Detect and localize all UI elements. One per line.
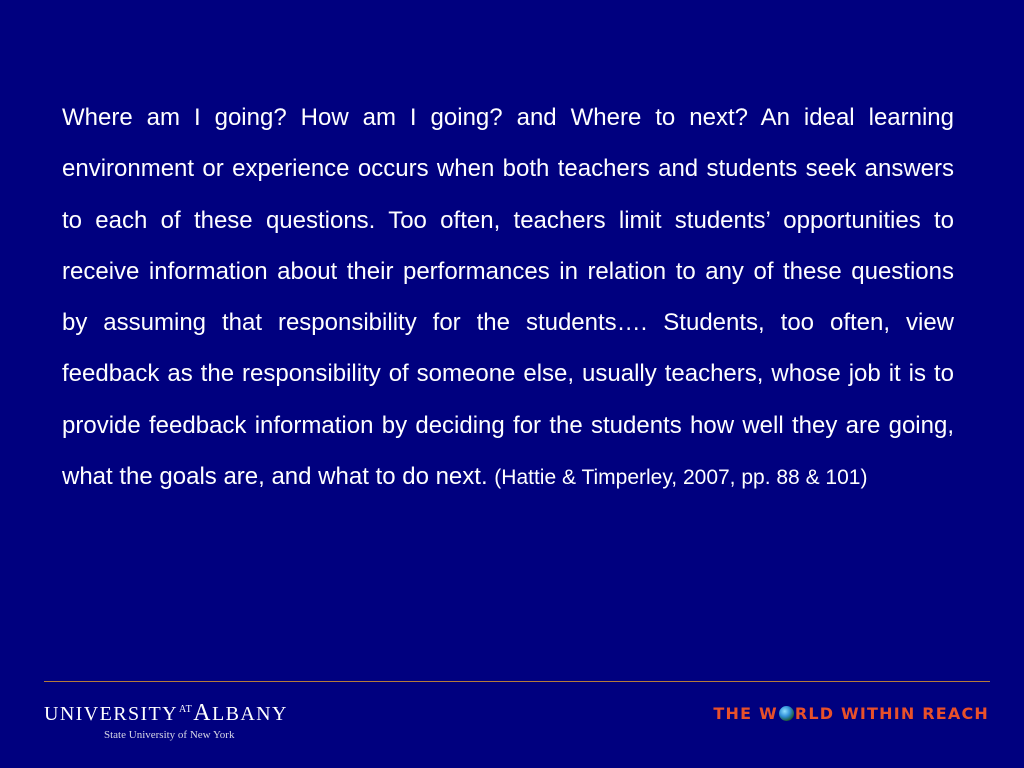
- globe-icon: [779, 706, 794, 721]
- footer-divider: [44, 681, 990, 682]
- university-logo: [44, 700, 314, 750]
- university-logo-wordmark: [44, 700, 288, 727]
- university-logo-subtitle: State University of New York: [104, 729, 235, 741]
- logo-university: UNIVERSITY: [44, 703, 178, 725]
- logo-albany-initial: A: [193, 700, 212, 726]
- citation: (Hattie & Timperley, 2007, pp. 88 & 101): [494, 466, 868, 490]
- tagline-start: THE W: [713, 704, 778, 723]
- quote-text: Where am I going? How am I going? and Where to next? An ideal learning environment or experience occurs when both teachers and students seek answers to each of these questions. Too often, teachers limit students’ opportunities to receive information about their performances in relation to any of these questions by assuming that responsibility for the students…. Students, too often, view feedback as the responsibility of someone else, usually teachers, whose job it is to provide feedback information by deciding for the students how well they are going, what the goals are, and what to do next.: [62, 104, 954, 491]
- quote-paragraph: [62, 92, 954, 503]
- logo-at: AT: [179, 704, 193, 715]
- logo-albany-rest: LBANY: [211, 703, 288, 725]
- tagline: [713, 704, 989, 723]
- tagline-end: RLD WITHIN REACH: [794, 704, 989, 723]
